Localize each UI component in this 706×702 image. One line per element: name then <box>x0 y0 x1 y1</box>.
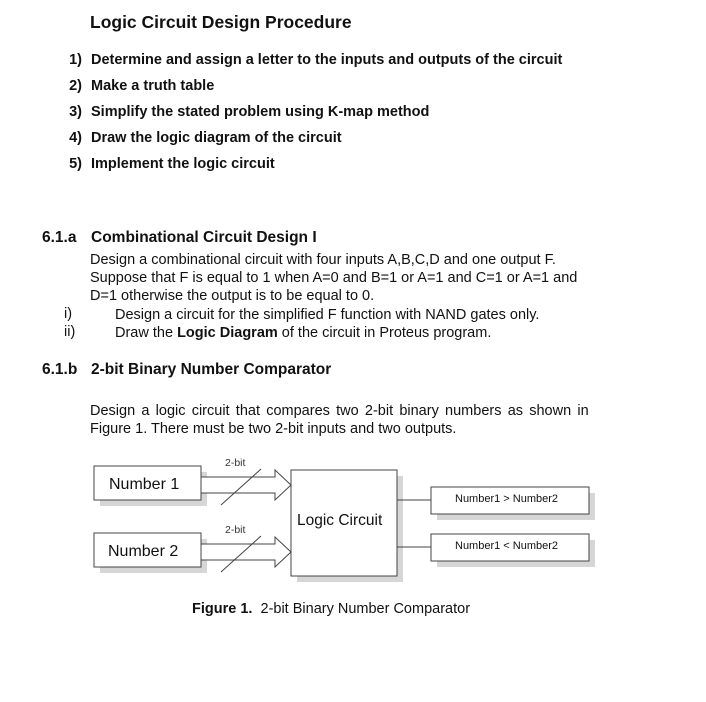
section-title: Combinational Circuit Design I <box>91 229 317 246</box>
item-emphasis: Logic Diagram <box>177 325 278 341</box>
item-number: i) <box>64 306 73 322</box>
step-text: Determine and assign a letter to the inputs and outputs of the circuit <box>91 52 563 68</box>
number1-label: Number 1 <box>109 476 180 493</box>
body-line: Figure 1. There must be two 2-bit inputs and two outputs. <box>90 421 457 437</box>
step-number: 1) <box>69 52 82 68</box>
procedure-title: Logic Circuit Design Procedure <box>90 12 352 32</box>
number2-label: Number 2 <box>108 543 179 560</box>
item-text: Draw the Logic Diagram of the circuit in Proteus program. <box>115 325 492 341</box>
bus-width-label: 2-bit <box>225 457 246 469</box>
step-text: Draw the logic diagram of the circuit <box>91 130 342 146</box>
body-line: Suppose that F is equal to 1 when A=0 and B=1 or A=1 and C=1 or A=1 and <box>90 270 578 286</box>
bus-arrow-1 <box>201 470 291 500</box>
bus-width-label: 2-bit <box>225 524 246 536</box>
step-number: 3) <box>69 104 82 120</box>
item-text: Design a circuit for the simplified F function with NAND gates only. <box>115 307 540 323</box>
section-title: 2-bit Binary Number Comparator <box>91 361 332 378</box>
logic-circuit-label: Logic Circuit <box>297 512 383 529</box>
caption-text: 2-bit Binary Number Comparator <box>260 601 471 617</box>
step-text: Implement the logic circuit <box>91 156 275 172</box>
step-number: 4) <box>69 130 82 146</box>
body-line: D=1 otherwise the output is to be equal to 0. <box>90 288 375 304</box>
section-number: 6.1.b <box>42 361 78 378</box>
figure-caption <box>192 601 470 617</box>
body-line: Design a logic circuit that compares two 2-bit binary numbers as shown in <box>90 403 589 419</box>
body-line: Design a combinational circuit with four inputs A,B,C,D and one output F. <box>90 252 556 268</box>
output2-label: Number1 < Number2 <box>455 540 559 552</box>
output1-label: Number1 > Number2 <box>455 493 559 505</box>
section-number: 6.1.a <box>42 229 77 246</box>
step-number: 5) <box>69 156 82 172</box>
item-number: ii) <box>64 324 76 340</box>
step-text: Simplify the stated problem using K-map method <box>91 104 430 120</box>
step-text: Make a truth table <box>91 78 215 94</box>
bus-arrow-2 <box>201 537 291 567</box>
caption-label: Figure 1. <box>192 601 253 617</box>
step-number: 2) <box>69 78 82 94</box>
